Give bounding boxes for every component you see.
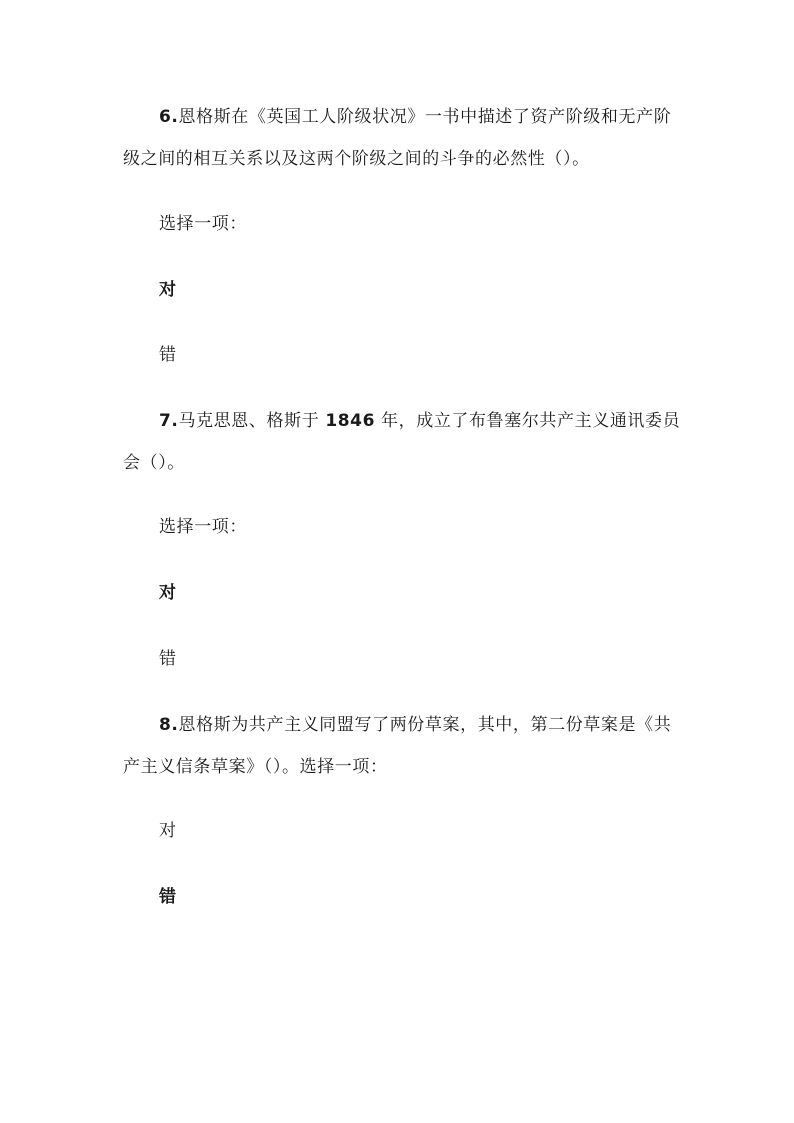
question-8-line-2: 产主义信条草案》（）。选择一项： (123, 757, 388, 777)
question-6-line-1 (159, 107, 671, 127)
question-8-option-true[interactable]: 对 (159, 821, 177, 841)
question-7-line-2: 会（）。 (123, 453, 185, 473)
question-7-text-1a: 马克思恩、格斯于 (178, 411, 326, 431)
question-7-line-1 (159, 411, 680, 431)
question-6-text-1: 恩格斯在《英国工人阶级状况》一书中描述了资产阶级和无产阶 (178, 107, 672, 127)
question-8-line-1 (159, 715, 671, 735)
question-7-option-true[interactable]: 对 (159, 583, 177, 603)
question-7-text-1b: 年，成立了布鲁塞尔共产主义通讯委员 (375, 411, 681, 431)
question-7-prompt: 选择一项： (159, 517, 247, 537)
question-6-number: 6. (159, 107, 179, 127)
question-8-number: 8. (159, 715, 179, 735)
question-6-option-false[interactable]: 错 (159, 345, 177, 365)
question-7-option-false[interactable]: 错 (159, 649, 177, 669)
question-8-option-false[interactable]: 错 (159, 887, 177, 907)
question-8-text-1: 恩格斯为共产主义同盟写了两份草案，其中，第二份草案是《共 (178, 715, 672, 735)
question-6-option-true[interactable]: 对 (159, 280, 177, 300)
question-6-line-2: 级之间的相互关系以及这两个阶级之间的斗争的必然性（）。 (123, 149, 590, 169)
question-6-prompt: 选择一项： (159, 214, 247, 234)
question-7-year: 1846 (325, 411, 376, 431)
question-7-number: 7. (159, 411, 179, 431)
